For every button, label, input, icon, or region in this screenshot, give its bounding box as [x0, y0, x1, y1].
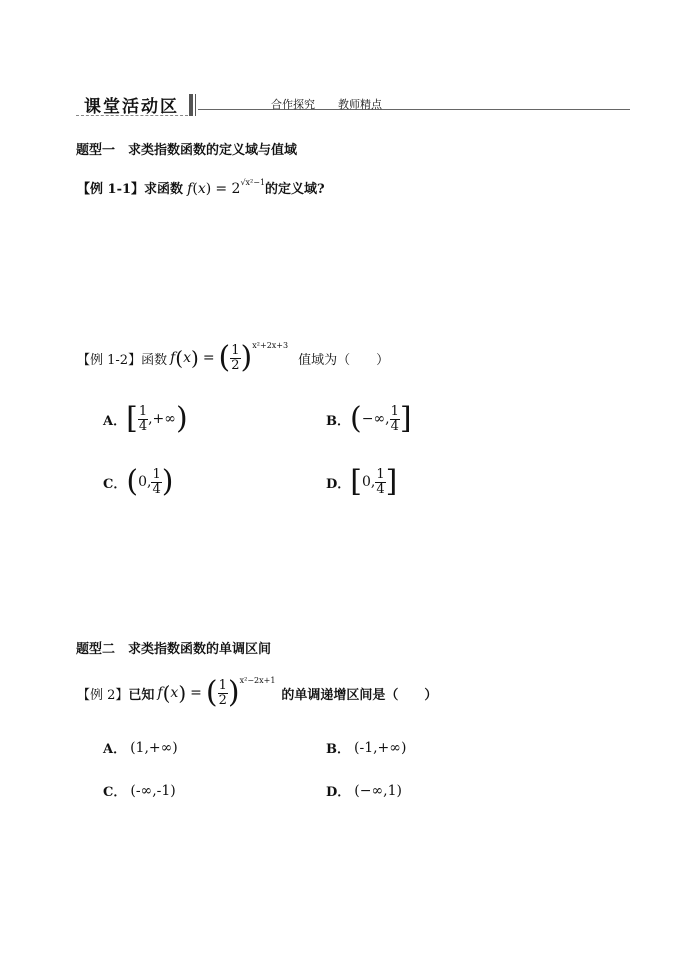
example-label: 【例 1-2】 [77, 352, 142, 368]
function-var: x [197, 181, 206, 197]
base-fraction: $\frac{1}{2}$ [218, 677, 227, 708]
example-text-after: 的单调递增区间是（ ） [281, 687, 438, 703]
base-fraction: $\frac{1}{2}$ [231, 342, 240, 373]
banner-rule [198, 109, 630, 110]
example-1-1: 【例 1-1】求函数 $f(x) = 2^{√x^2-1}$的定义域? [77, 177, 325, 197]
example-text-before: 函数 [141, 352, 168, 368]
function-name: f [187, 181, 193, 197]
exponent: x²−2x+1 [239, 676, 276, 685]
exponent: x²+2x+3 [252, 341, 289, 350]
function-name: f [157, 685, 163, 701]
example-label: 【例 2】 [77, 687, 129, 703]
example-label: 【例 1-1】 [77, 182, 145, 197]
banner-divider-bar [189, 94, 193, 116]
banner-sub-cooperative: 合作探究 [271, 98, 315, 111]
example-1-2: 【例 1-2】 函数 f ( x ) = ( $\frac{1}{2}$ ) x²+2x+3 值域为（ ） [77, 340, 390, 375]
function-base: = 2 [215, 181, 241, 197]
option-c[interactable]: C． (-∞,-1) [103, 782, 176, 800]
exponent: √x²−1 [240, 177, 266, 187]
section-title-1: 题型一 求类指数函数的定义域与值域 [76, 143, 298, 158]
example-text-before: 求函数 [144, 182, 184, 197]
banner-divider-thin [195, 94, 196, 116]
example-2: 【例 2】 已知 f ( x ) = ( $\frac{1}{2}$ ) x²−2x+1 的单调递增区间是（ ） [77, 675, 438, 710]
function-var: x [170, 685, 179, 701]
option-a[interactable]: A． [ $\frac{1}{4}$ ,+∞ ) [103, 401, 188, 436]
option-d[interactable]: D． [ 0, $\frac{1}{4}$ ] [326, 464, 398, 499]
example-text-after: 值域为（ ） [298, 352, 390, 368]
option-d[interactable]: D． (−∞,1) [326, 782, 402, 800]
section-title-2: 题型二 求类指数函数的单调区间 [76, 642, 272, 657]
option-a[interactable]: A． (1,+∞) [103, 739, 178, 757]
option-b[interactable]: B． (-1,+∞) [326, 739, 407, 757]
banner-sub-teacher: 教师精点 [338, 98, 382, 111]
option-b[interactable]: B． ( −∞, $\frac{1}{4}$ ] [326, 401, 412, 436]
example-text-before: 已知 [128, 687, 155, 703]
function-var: x [183, 350, 191, 366]
example-text-after: 的定义域? [265, 182, 325, 197]
banner-dashed-underline [76, 115, 188, 116]
option-c[interactable]: C． ( 0, $\frac{1}{4}$ ) [103, 464, 174, 499]
section-banner-title: 课堂活动区 [84, 97, 179, 117]
function-name: f [170, 350, 176, 366]
